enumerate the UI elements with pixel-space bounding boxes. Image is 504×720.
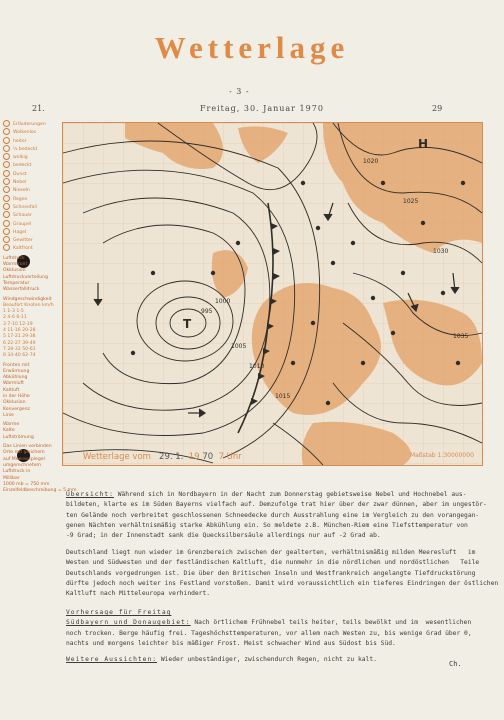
overview-paragraph: Übersicht: Während sich in Nordbayern in der Nacht zum Donnerstag gebietsweise Nebel und Hochnebel aus- bildeten, klarte es im Süden Bayerns vielfach auf. Demzufolge trat hier über der zwar dünnen, aber im ungestör- ten Gelände noch verbreitet geschlossenen Schneedecke durch Ausstrahlung eine im Vergleich zu den vorangegan- genen Nächten verhältnismäßig starke Abkühlung ein. So meldete z.B. München-Riem eine Tiefsttemperatur von -9 Grad; in der Innenstadt sank die Quecksilbersäule allerdings nur auf -2 Grad ab. xyxy=(66,491,487,540)
legend-fronts xyxy=(3,256,67,294)
legend-entry: Schauer xyxy=(3,211,67,219)
map-legend xyxy=(3,120,77,494)
legend-entry: Dunst xyxy=(3,170,67,178)
volume-number: 29 xyxy=(432,104,443,113)
legend-entry: Beaufort Knoten km/h xyxy=(3,302,54,308)
legend-entry: Kalte xyxy=(3,428,15,434)
legend-entry: Regen xyxy=(3,195,67,203)
legend-entry: Hagel xyxy=(3,228,67,236)
weather-symbol-icon xyxy=(3,220,10,227)
legend-entry: Fronten mit xyxy=(3,362,30,368)
author-signature: Ch. xyxy=(449,660,462,668)
legend-entry: 4 11-16 20-28 xyxy=(3,328,36,334)
weather-symbol-icon xyxy=(3,170,10,177)
page-number: - 3 - xyxy=(229,87,250,96)
weather-map-drawing xyxy=(63,123,482,465)
legend-entry: Konvergenz xyxy=(3,406,30,412)
legend-entry: Orte mit gleichem xyxy=(3,450,45,456)
legend-entry: Einzelfeldbeschreibung = 5 mm xyxy=(3,488,77,494)
legend-entry: 8 34-40 62-74 xyxy=(3,353,36,359)
svg-text:1030: 1030 xyxy=(433,248,449,255)
legend-front-types xyxy=(3,363,67,420)
svg-text:1005: 1005 xyxy=(231,343,247,350)
legend-entry: Graupel xyxy=(3,220,67,228)
issue-date: Freitag, 30. Januar 1970 xyxy=(200,104,324,113)
legend-entry: Luftdruckverteilung xyxy=(3,274,48,280)
legend-entry: umgerechnetem xyxy=(3,462,42,468)
legend-entry: 3 7-10 12-19 xyxy=(3,321,33,327)
legend-entry: 2 4-6 6-11 xyxy=(3,315,27,321)
low-pressure-center: T xyxy=(183,317,192,331)
legend-entry: Schneefall xyxy=(3,203,67,211)
weather-symbol-icon xyxy=(3,228,10,235)
svg-text:995: 995 xyxy=(201,308,213,315)
legend-entry: heiter xyxy=(3,137,67,145)
legend-entry: Warmfront xyxy=(3,262,28,268)
legend-entry: Temperatur xyxy=(3,280,30,286)
weather-symbol-icon xyxy=(3,195,10,202)
legend-entry: Luftdruck xyxy=(3,255,25,261)
legend-entry: Wasserfalldruck xyxy=(3,287,40,293)
overview-label: Übersicht: xyxy=(66,491,114,498)
legend-entry: Kaltfront xyxy=(3,244,67,252)
weather-symbol-icon xyxy=(3,244,10,251)
issue-number: 21. xyxy=(32,104,45,113)
weather-symbol-icon xyxy=(3,128,10,135)
forecast-region: Südbayern und Donaugebiet: xyxy=(66,619,191,627)
legend-entry: Warme xyxy=(3,422,20,428)
legend-wind-table xyxy=(3,303,67,360)
legend-entry: 5 17-21 29-38 xyxy=(3,334,36,340)
svg-text:1010: 1010 xyxy=(249,363,265,370)
legend-entry: Millibar xyxy=(3,475,20,481)
high-pressure-center: H xyxy=(418,137,429,151)
weather-symbol-icon xyxy=(3,236,10,243)
weather-map xyxy=(62,122,483,466)
legend-entry: in der Höhe xyxy=(3,393,30,399)
legend-entry: Okklusion xyxy=(3,268,26,274)
legend-entry: Okklusion xyxy=(3,400,26,406)
legend-entry: ½ bedeckt xyxy=(3,145,67,153)
map-caption: Wetterlage vom 29. 1. 19 70 7 Uhr xyxy=(83,452,242,462)
legend-entry: Erwärmung xyxy=(3,368,30,374)
legend-entry: 7 28-33 50-61 xyxy=(3,346,36,352)
legend-entry: Wolkenlos xyxy=(3,128,67,136)
weather-symbol-icon xyxy=(3,186,10,193)
legend-airflow xyxy=(3,422,67,441)
weather-symbol-icon xyxy=(3,203,10,210)
situation-paragraph: Deutschland liegt nun wieder im Grenzbereich zwischen der gealterten, verhältnismäßig milden Meeresluft im Westen und Südwesten und der festländischen Kaltluft, die nunmehr in die nördlichen und nordöstlichen Teile Deutschlands vorgedrungen ist. Die über den Britischen Inseln und Westfrankreich angelangte Tiefdruckstörung dürfte jedoch noch weiter ins Festland vorstoßen. Damit wird voraussichtlich ein tieferes Eindringen der östlichen Kaltluft nach Mitteleuropa verhindert. xyxy=(66,549,499,598)
legend-isobar-note xyxy=(3,444,77,494)
weather-symbol-icon xyxy=(3,145,10,152)
legend-entry: Linie xyxy=(3,412,14,418)
legend-entry: Luftdruck in xyxy=(3,469,31,475)
map-scale: Maßstab 1:30000000 xyxy=(410,452,474,459)
legend-entry: Erläuterungen xyxy=(3,120,67,128)
legend-entry: Luftströmung xyxy=(3,434,34,440)
weather-symbol-icon xyxy=(3,161,10,168)
legend-entry: bedeckt xyxy=(3,161,67,169)
outlook-label: Weitere Aussichten: xyxy=(66,656,158,663)
legend-entry: Nieseln xyxy=(3,186,67,194)
svg-text:1000: 1000 xyxy=(215,298,231,305)
weather-symbol-icon xyxy=(3,137,10,144)
forecast-heading: Vorhersage für Freitag xyxy=(66,609,172,616)
legend-entry: Gewitter xyxy=(3,236,67,244)
svg-text:1015: 1015 xyxy=(275,393,291,400)
legend-entry: Kaltluft xyxy=(3,387,20,393)
legend-entry: 1000 mb = 750 mm xyxy=(3,481,50,487)
weather-symbol-icon xyxy=(3,153,10,160)
svg-text:1025: 1025 xyxy=(403,198,419,205)
legend-entry: 6 22-27 39-49 xyxy=(3,340,36,346)
weather-symbol-icon xyxy=(3,178,10,185)
page-title: Wetterlage xyxy=(154,30,350,65)
legend-entry: Warmluft xyxy=(3,381,24,387)
svg-text:1020: 1020 xyxy=(363,158,379,165)
legend-entry: Abkühlung xyxy=(3,375,28,381)
weather-symbol-icon xyxy=(3,120,10,127)
weather-symbol-icon xyxy=(3,211,10,218)
legend-wind-title: Windgeschwindigkeit xyxy=(3,296,52,302)
outlook-section: Weitere Aussichten: Wieder unbeständiger, zwischendurch Regen, nicht zu kalt. xyxy=(66,656,377,663)
forecast-section: Vorhersage für Freitag Südbayern und Donaugebiet: Nach örtlichem Frühnebel teils heiter, teils bewölkt und im wesentlichen noch trocken. Berge häufig frei. Tageshöchsttemperaturen, vor allem nach Westen zu, bis wenige Grad über 0, nachts und morgens leichter bis mäßiger Frost. Meist schwacher Wind aus Südost bis Süd. xyxy=(66,609,472,647)
legend-entry: Nebel xyxy=(3,178,67,186)
legend-entry: auf Meeresspiegel xyxy=(3,456,45,462)
svg-text:1035: 1035 xyxy=(453,333,469,340)
legend-entry: 1 1-3 1-5 xyxy=(3,309,24,315)
legend-weather-symbols xyxy=(3,120,67,253)
legend-entry: Das Linien verbinden xyxy=(3,444,52,450)
legend-entry: wolkig xyxy=(3,153,67,161)
